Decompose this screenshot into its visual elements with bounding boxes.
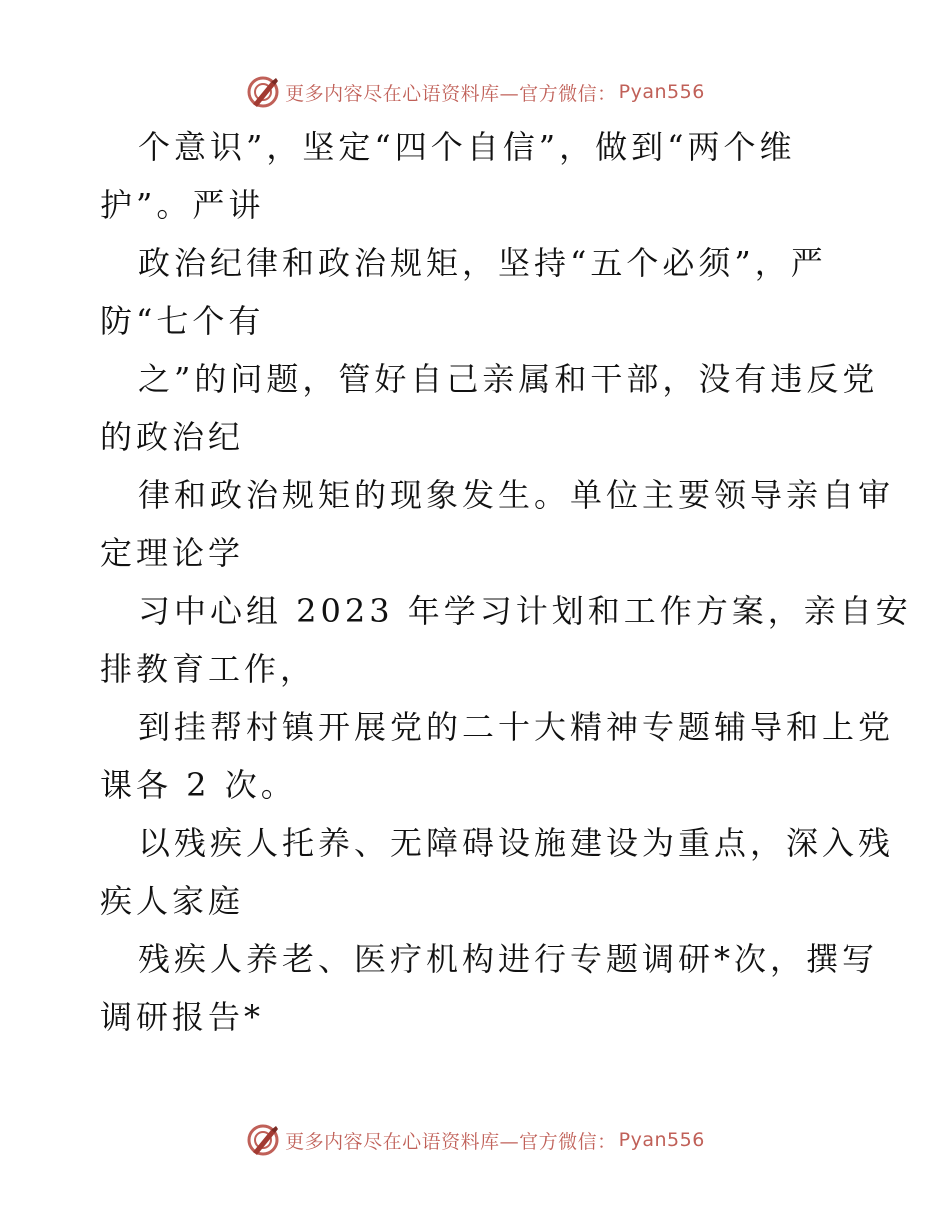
text-line: 疾人家庭 xyxy=(100,882,245,920)
text-line: 残疾人养老、医疗机构进行专题调研*次，撰写 xyxy=(138,940,879,978)
watermark-text: 更多内容尽在心语资料库—官方微信： xyxy=(285,82,617,105)
text-line: 排教育工作， xyxy=(100,650,317,688)
watermark-wechat-id: Pyan556 xyxy=(618,81,705,103)
text-line: 到挂帮村镇开展党的二十大精神专题辅导和上党 xyxy=(138,708,895,746)
text-line: 护”。严讲 xyxy=(100,186,265,224)
text-line: 之”的问题，管好自己亲属和干部，没有违反党 xyxy=(138,360,879,398)
text-line: 的政治纪 xyxy=(100,418,245,456)
text-line: 习中心组 2023 年学习计划和工作方案，亲自安 xyxy=(138,592,912,630)
footer-watermark xyxy=(0,1120,950,1160)
text-line: 调研报告* xyxy=(100,998,265,1036)
text-line: 个意识”，坚定“四个自信”，做到“两个维 xyxy=(138,128,796,166)
text-line: 以残疾人托养、无障碍设施建设为重点，深入残 xyxy=(138,824,895,862)
pen-logo-icon xyxy=(245,74,281,110)
text-line: 定理论学 xyxy=(100,534,245,572)
document-body xyxy=(100,118,912,1046)
watermark-wechat-id: Pyan556 xyxy=(618,1129,705,1151)
header-watermark xyxy=(0,72,950,112)
pen-logo-icon xyxy=(245,1122,281,1158)
watermark-text: 更多内容尽在心语资料库—官方微信： xyxy=(285,1130,617,1153)
text-line: 政治纪律和政治规矩，坚持“五个必须”，严 xyxy=(138,244,827,282)
text-line: 防“七个有 xyxy=(100,302,265,340)
text-line: 课各 2 次。 xyxy=(100,766,297,804)
text-line: 律和政治规矩的现象发生。单位主要领导亲自审 xyxy=(138,476,895,514)
